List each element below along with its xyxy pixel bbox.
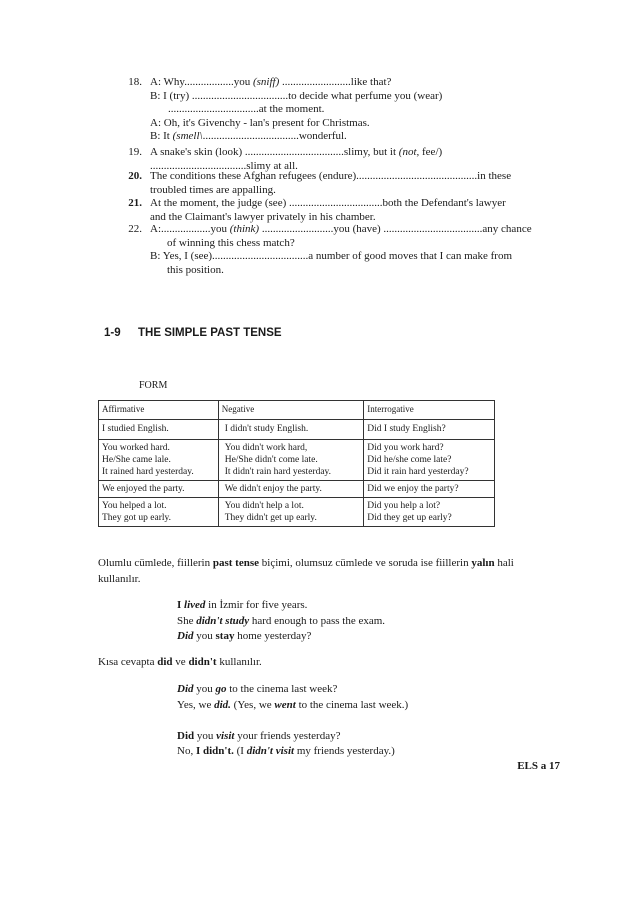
section-title: THE SIMPLE PAST TENSE [138, 327, 282, 339]
cell-line: You didn't help a lot. [224, 501, 304, 511]
cell-line: They got up early. [102, 513, 172, 523]
text-run: you [193, 630, 216, 642]
form-label: FORM [139, 380, 168, 391]
text-run: kullanılır. [216, 656, 262, 668]
text-run: (Yes, we [230, 698, 275, 711]
text-run: troubled times are appalling. [150, 183, 276, 196]
text-run: Did [177, 729, 195, 742]
text-run: didn't study [196, 614, 250, 627]
text-run: B: Yes, I (see)...................................a number of good moves that I can make from [150, 250, 513, 263]
text-run: to the cinema last week.) [295, 698, 409, 711]
table-cell [364, 420, 495, 440]
text-run: ...................................slimy at all. [150, 159, 298, 172]
text-run: Did [177, 683, 194, 695]
text-run: (smell\ [172, 130, 203, 143]
text-run: home yesterday? [234, 630, 312, 642]
text-run: A snake's skin (look) ....................................slimy, but it [150, 146, 399, 158]
text-run: .........................like that? [279, 76, 392, 88]
exercise-number: 22. [128, 223, 142, 235]
exercise-line [150, 184, 276, 197]
cell-line: You helped a lot. [102, 501, 167, 511]
exercise-line [150, 197, 506, 210]
table-cell [218, 420, 364, 440]
text-run: hali [494, 557, 514, 569]
cell-line: He/She didn't come late. [224, 455, 318, 465]
table-cell [364, 481, 495, 498]
text-run: fee/) [419, 146, 443, 158]
cell-line: Did he/she come late? [367, 455, 452, 465]
example-line [177, 615, 385, 628]
table-row [99, 440, 495, 481]
form-table [98, 400, 495, 527]
text-run: did. [214, 698, 231, 711]
text-run: (sniff) [252, 76, 280, 88]
exercise-line [150, 170, 511, 183]
exercise-line [150, 146, 442, 159]
cell-line: We enjoyed the party. [102, 484, 185, 494]
text-run: of winning this chess match? [167, 236, 295, 249]
text-run: went [274, 698, 296, 711]
paragraph-line [98, 656, 262, 669]
table-header-row [99, 401, 495, 420]
table-cell [99, 481, 219, 498]
text-run: go [215, 683, 227, 695]
text-run: you [193, 683, 216, 695]
cell-line: He/She came lale. [102, 455, 171, 465]
text-run: ...................................wonderful. [202, 130, 347, 143]
table-cell [99, 440, 219, 481]
table-row [99, 420, 495, 440]
text-run: this position. [167, 263, 224, 276]
text-run: and the Claimant's lawyer privately in his chamber. [150, 210, 376, 223]
cell-line: Did we enjoy the party? [367, 484, 459, 494]
exercise-line [150, 76, 391, 89]
text-run: stay [215, 630, 235, 642]
text-run: (think) [229, 223, 260, 235]
text-run: my friends yesterday.) [294, 745, 395, 757]
text-run: didn't [188, 656, 217, 668]
text-run: you [194, 729, 217, 742]
table-cell [218, 481, 364, 498]
table-cell [364, 498, 495, 527]
text-run: I [177, 599, 185, 611]
exercise-line [150, 223, 532, 236]
exercise-line [150, 117, 370, 130]
text-run: ve [172, 656, 189, 668]
exercise-number: 18. [128, 76, 142, 88]
text-run: didn't visit [246, 745, 295, 757]
text-run: (not, [398, 146, 420, 158]
cell-line: Did you work hard? [367, 443, 444, 453]
paragraph-line [98, 573, 140, 586]
example-line [177, 699, 408, 712]
column-header: Negative [218, 401, 364, 420]
text-run: past tense [212, 557, 260, 569]
text-run: in İzmir for five years. [205, 599, 308, 611]
text-run: A: Oh, it's Givenchy - lan's present for Christmas. [150, 116, 370, 129]
exercise-line [150, 130, 347, 143]
table-row [99, 481, 495, 498]
table-cell [218, 498, 364, 527]
text-run: Olumlu cümlede, fiillerin [98, 557, 213, 569]
cell-line: We didn't enjoy the party. [224, 484, 322, 494]
text-run: A:..................you [150, 223, 230, 235]
text-run: kullanılır. [98, 573, 141, 585]
cell-line: You worked hard. [102, 443, 170, 453]
exercise-number: 19. [128, 146, 142, 158]
text-run: hard enough to pass the exam. [249, 614, 386, 627]
text-run: No, [177, 745, 196, 757]
paragraph-line [98, 557, 514, 570]
exercise-number: 21. [128, 197, 142, 209]
example-line [177, 683, 337, 696]
table-row [99, 498, 495, 527]
column-header: Affirmative [99, 401, 219, 420]
text-run: biçimi, olumsuz cümlede ve soruda ise fiillerin [259, 557, 472, 569]
example-line [177, 730, 340, 743]
text-run: (I [233, 745, 247, 757]
text-run: She [177, 614, 197, 627]
text-run: Kısa cevapta [98, 656, 158, 668]
text-run: did [157, 656, 173, 668]
exercise-number: 20. [128, 170, 142, 182]
exercise-line [150, 250, 512, 263]
column-header: Interrogative [364, 401, 495, 420]
exercise-line [150, 211, 376, 224]
text-run: Yes, we [177, 698, 215, 711]
text-run: yalın [471, 557, 495, 569]
text-run: B: I (try) ...................................to decide what perfume you (wear) [150, 89, 443, 102]
cell-line: Did they get up early? [367, 513, 452, 523]
text-run: Did [177, 630, 194, 642]
table-cell [99, 498, 219, 527]
exercise-line [150, 90, 442, 103]
cell-line: It didn't rain hard yesterday. [224, 467, 332, 477]
example-line [177, 599, 307, 612]
cell-line: You didn't work hard, [224, 443, 308, 453]
exercise-line [168, 103, 324, 116]
example-line [177, 630, 311, 643]
text-run: your friends yesterday? [234, 729, 341, 742]
cell-line: Did you help a lot? [367, 501, 441, 511]
text-run: B: It [150, 130, 173, 143]
exercise-line [167, 237, 295, 250]
text-run: A: Why..................you [150, 76, 253, 88]
text-run: lived [184, 599, 206, 611]
text-run: visit [216, 729, 235, 742]
cell-line: They didn't get up early. [224, 513, 317, 523]
section-number: 1-9 [104, 327, 121, 339]
cell-line: Did it rain hard yesterday? [367, 467, 469, 477]
page-footer: ELS a 17 [517, 760, 560, 772]
table-cell [99, 420, 219, 440]
text-run: The conditions these Afghan refugees (endure)............................................in these [150, 170, 512, 182]
cell-line: I studied English. [102, 424, 169, 434]
text-run: ..........................you (have) ....................................any chance [259, 223, 532, 235]
text-run: I didn't. [195, 745, 234, 757]
table-cell [218, 440, 364, 481]
exercise-line [167, 264, 224, 277]
text-run: to the cinema last week? [226, 683, 338, 695]
text-run: .................................at the moment. [168, 103, 325, 116]
cell-line: I didn't study English. [224, 424, 309, 434]
cell-line: Did I study English? [367, 424, 446, 434]
table-cell [364, 440, 495, 481]
cell-line: It rained hard yesterday. [102, 467, 194, 477]
text-run: At the moment, the judge (see) ..................................both the Defendant's lawyer [150, 197, 506, 209]
example-line [177, 745, 395, 758]
